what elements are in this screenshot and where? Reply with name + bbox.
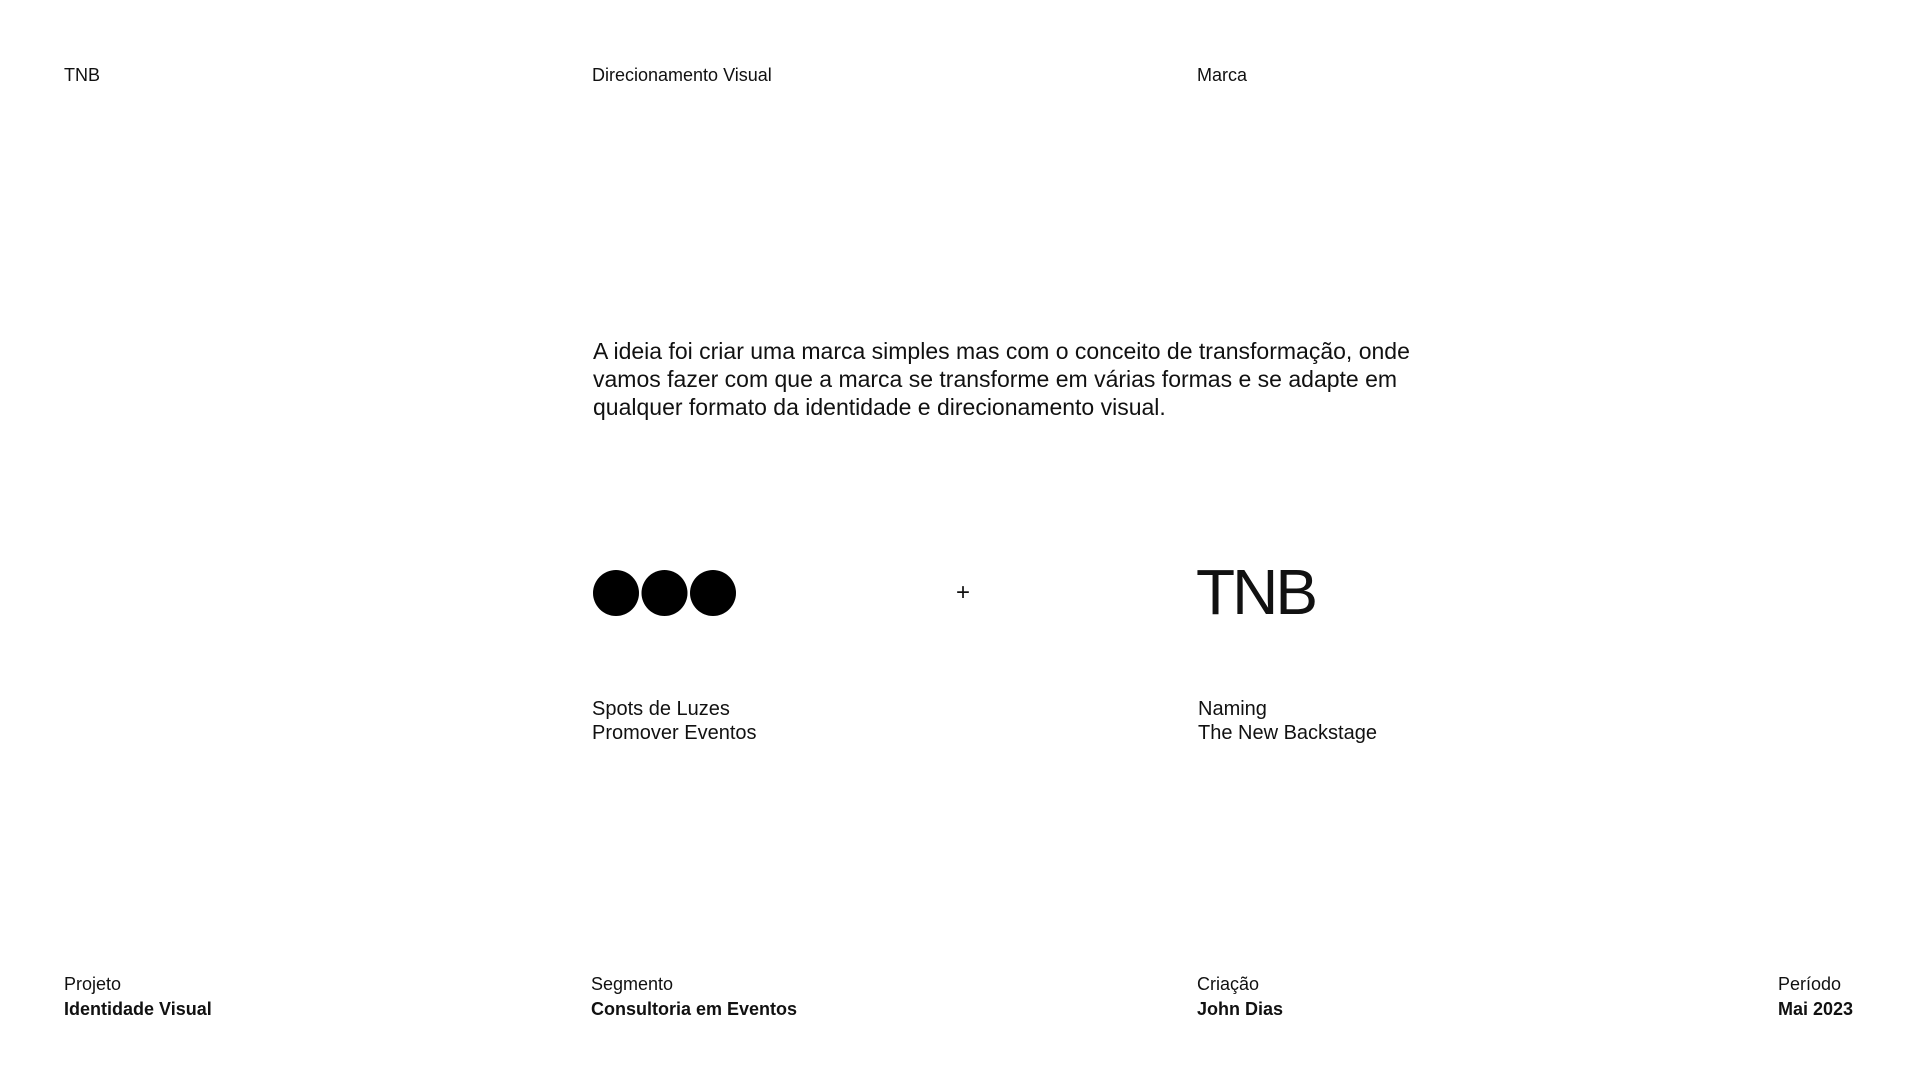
symbol-circle-2 [642,570,688,616]
symbol-caption-line2: Promover Eventos [592,722,757,744]
info-period [1778,972,1853,1022]
symbol-caption [592,697,757,745]
wordmark-caption-line2: The New Backstage [1198,722,1377,744]
info-period-label: Período [1778,974,1842,994]
info-project [64,972,212,1022]
info-project-value: Identidade Visual [64,999,212,1019]
info-segment-label: Segmento [591,974,674,994]
info-period-value: Mai 2023 [1778,999,1854,1019]
info-creation [1197,972,1283,1022]
intro-paragraph: A ideia foi criar uma marca simples mas com o conceito de transformação, onde vamos fazer com que a marca se transforme em várias formas e se adapte em qualquer formato da identidade e direcionamento visual. [593,338,1410,420]
wordmark-logo: TNB [1196,556,1315,628]
info-creation-value: John Dias [1197,999,1284,1019]
wordmark-caption-line1: Naming [1198,698,1267,720]
plus-operator: + [956,579,971,606]
header-section-title: Direcionamento Visual [592,65,772,85]
info-segment-value: Consultoria em Eventos [591,999,798,1019]
symbol-circle-1 [593,570,639,616]
info-segment [591,972,797,1022]
header-topic: Marca [1197,65,1248,85]
symbol-circle-3 [690,570,736,616]
three-circles-icon [593,570,738,616]
header-brand: TNB [64,65,100,85]
info-project-label: Projeto [64,974,122,994]
info-creation-label: Criação [1197,974,1260,994]
wordmark-caption [1198,697,1377,745]
symbol-caption-line1: Spots de Luzes [592,698,730,720]
